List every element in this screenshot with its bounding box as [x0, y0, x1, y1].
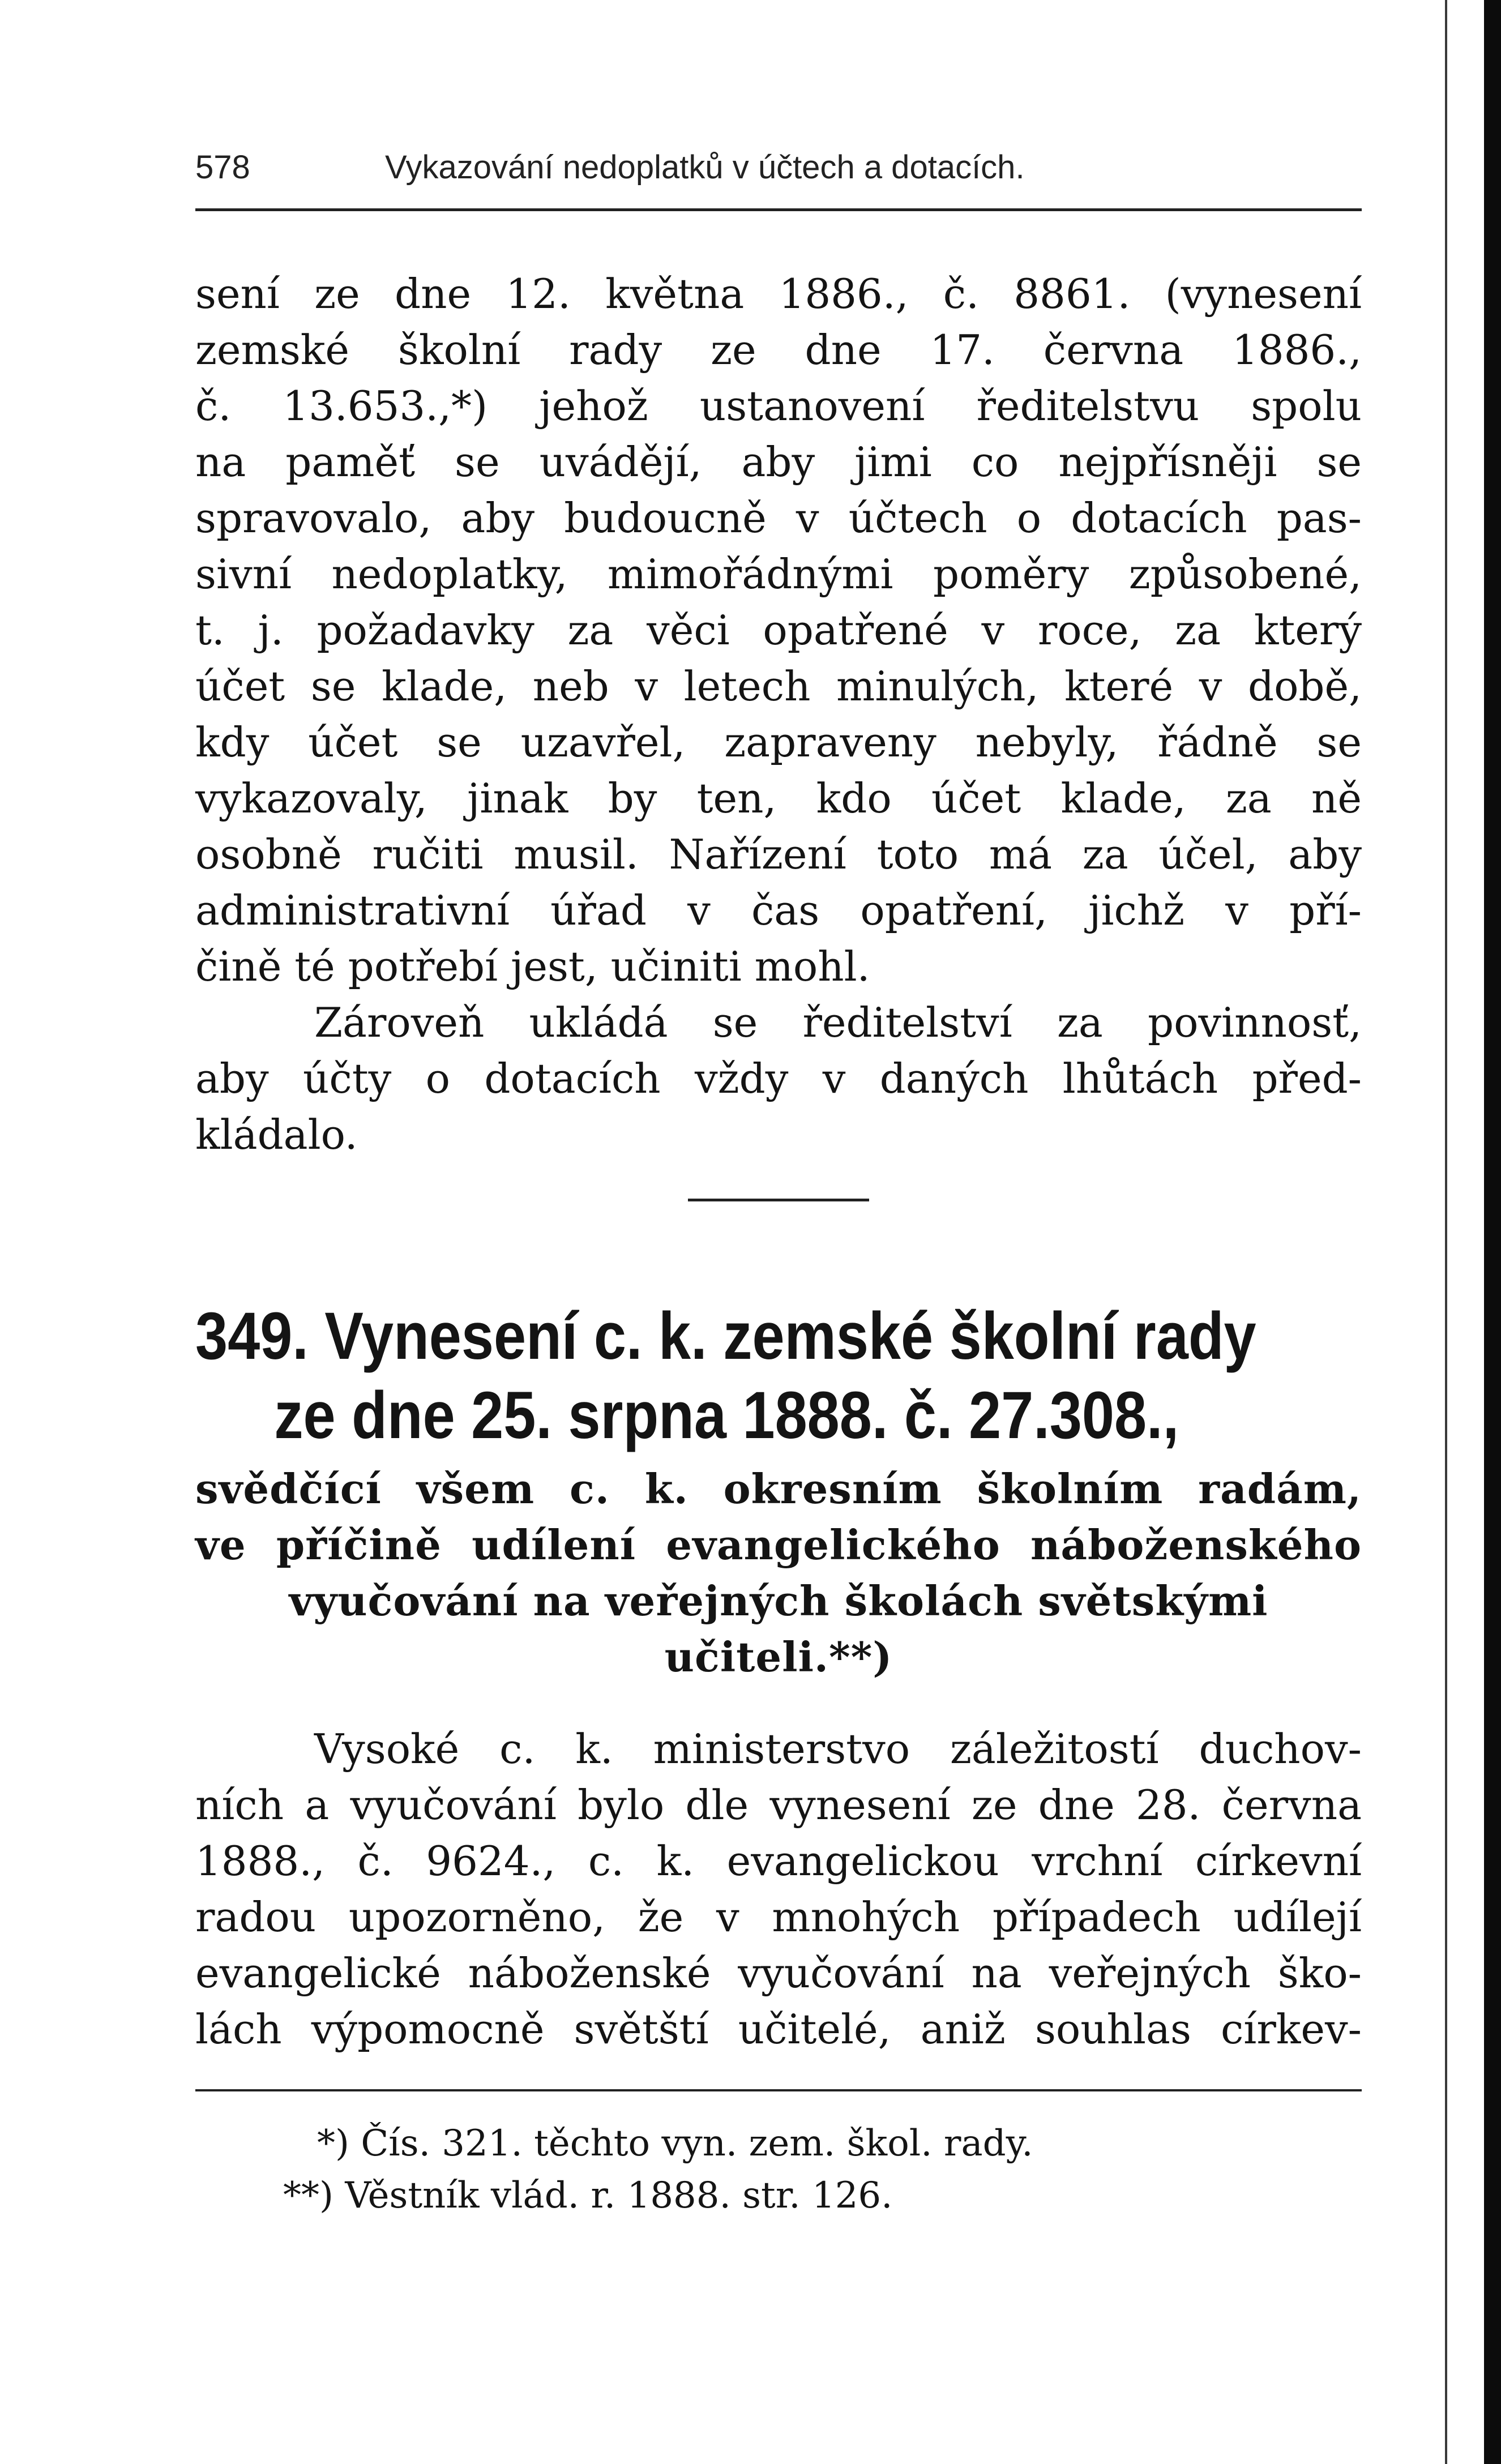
text-line: zemské školní rady ze dne 17. června 1886., [195, 326, 1362, 374]
text-line: administrativní úřad v čas opatření, jichž v pří- [195, 887, 1362, 934]
footnotes [283, 2118, 1033, 2222]
text-line: ních a vyučování bylo dle vynesení ze dne 28. června [195, 1781, 1362, 1829]
text-line: spravovalo, aby budoucně v účtech o dotacích pas- [195, 494, 1362, 542]
running-title: Vykazování nedoplatků v účtech a dotacích. [385, 149, 1025, 186]
footnote-2: **) Věstník vlád. r. 1888. str. 126. [283, 2175, 893, 2217]
text-line: č. 13.653.,*) jehož ustanovení ředitelstvu spolu [195, 382, 1362, 430]
scan-edge-border [1484, 0, 1501, 2464]
footnote-1: *) Čís. 321. těchto vyn. zem. škol. rady. [317, 2123, 1033, 2164]
text-line: osobně ručiti musil. Nařízení toto má za účel, aby [195, 831, 1362, 878]
text-line: lách výpomocně světští učitelé, aniž souhlas církev- [195, 2005, 1362, 2053]
footnote-rule [195, 2089, 1362, 2091]
subheading-line: ve příčině udílení evangelického náboženského [195, 1521, 1362, 1569]
heading-line-1: 349. Vynesení c. k. zemské školní rady [195, 1299, 1256, 1374]
header-rule [195, 208, 1362, 211]
text-line: sivní nedoplatky, mimořádnými poměry způsobené, [195, 550, 1362, 598]
paragraph-3 [195, 1721, 1362, 2057]
subheading-line: svědčící všem c. k. okresním školním radám, [195, 1465, 1362, 1513]
text-line: kdy účet se uzavřel, zapraveny nebyly, řádně se [195, 718, 1362, 766]
text-line: Vysoké c. k. ministerstvo záležitostí duchov- [314, 1725, 1362, 1773]
text-line: aby účty o dotacích vždy v daných lhůtách před- [195, 1055, 1362, 1102]
heading-line-2: ze dne 25. srpna 1888. č. 27.308., [274, 1378, 1179, 1453]
text-line: t. j. požadavky za věci opatřené v roce, za který [195, 606, 1362, 654]
text-line: evangelické náboženské vyučování na veřejných ško- [195, 1949, 1362, 1997]
text-line: vykazovaly, jinak by ten, kdo účet klade, za ně [195, 775, 1362, 822]
subheading-line: učiteli.**) [664, 1633, 893, 1681]
paragraph-2 [195, 995, 1362, 1163]
text-line: radou upozorněno, že v mnohých případech udílejí [195, 1893, 1362, 1941]
section-divider [688, 1199, 869, 1201]
text-line: sení ze dne 12. května 1886., č. 8861. (vynesení [195, 270, 1362, 318]
text-line: 1888., č. 9624., c. k. evangelickou vrchní církevní [195, 1837, 1362, 1885]
section-heading [195, 1297, 1256, 1455]
text-line: kládalo. [195, 1111, 358, 1158]
page-number: 578 [195, 149, 250, 186]
text-line: na paměť se uvádějí, aby jimi co nejpřísněji se [195, 438, 1362, 486]
text-line: Zároveň ukládá se ředitelství za povinnosť, [314, 999, 1362, 1046]
text-line: účet se klade, neb v letech minulých, které v době, [195, 662, 1362, 710]
scan-margin-line [1445, 0, 1447, 2464]
section-subheading [195, 1461, 1362, 1685]
subheading-line: vyučování na veřejných školách světskými [289, 1577, 1268, 1625]
paragraph-1 [195, 266, 1362, 995]
text-line: čině té potřebí jest, učiniti mohl. [195, 943, 870, 990]
